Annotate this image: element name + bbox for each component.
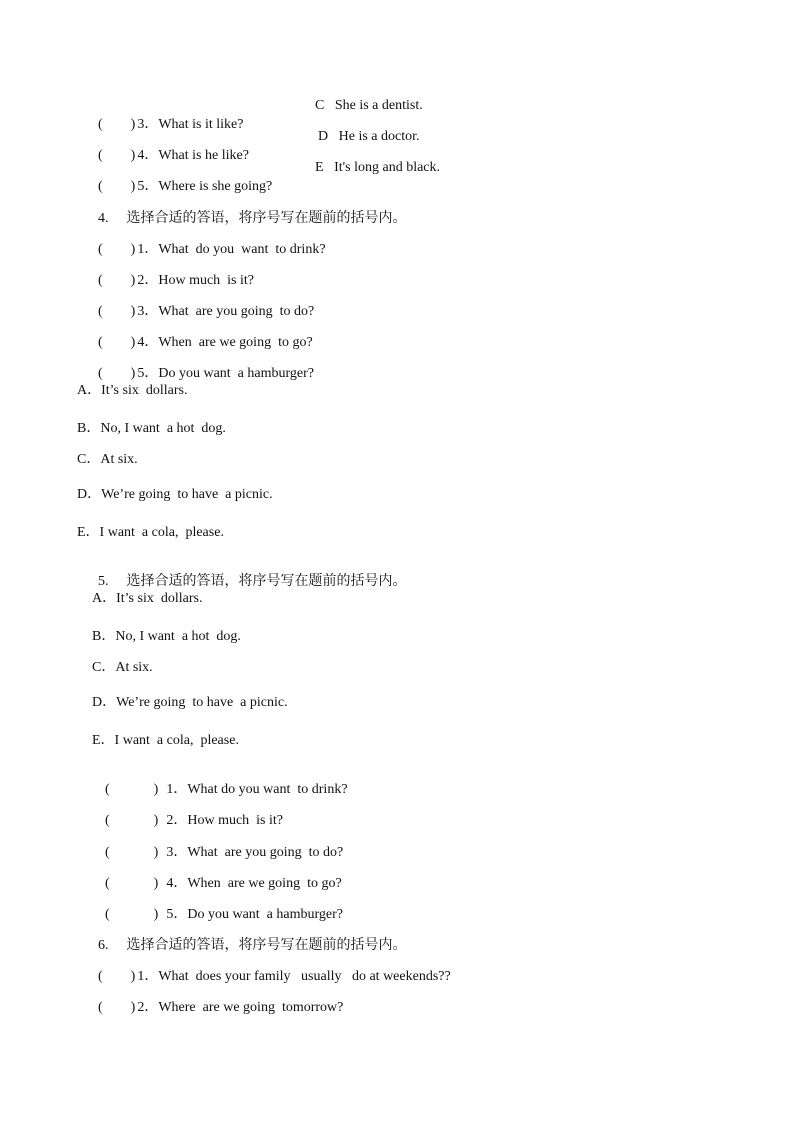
answer-blank-open: ( — [105, 876, 110, 891]
question-number: 3． — [166, 845, 188, 860]
section-number: 5. — [98, 574, 109, 589]
answer-blank-close: ) — [130, 366, 136, 381]
answer-blank-close: ) — [130, 304, 136, 319]
question-text: What do you want to drink? — [158, 242, 326, 257]
answer-blank-close: ) — [130, 335, 136, 350]
answer-blank-open: ( — [98, 969, 103, 984]
question-number: 5． — [137, 366, 159, 381]
answer-blank-close: ) — [130, 148, 136, 163]
option-letter: D — [318, 129, 329, 144]
answer-blank-open: ( — [98, 366, 103, 381]
answer-option: E．I want a cola, please. — [92, 733, 239, 748]
question-text: What does your family usually do at weekends?? — [158, 969, 451, 984]
question-text: Do you want a hamburger? — [187, 907, 343, 922]
section-number: 6. — [98, 938, 109, 953]
answer-blank-close: ) — [130, 117, 136, 132]
answer-option: C．At six. — [77, 452, 138, 467]
answer-option: B．No, I want a hot dog. — [77, 421, 226, 436]
answer-option: D．We’re going to have a picnic. — [92, 695, 288, 710]
option-text: He is a doctor. — [338, 129, 420, 144]
answer-blank-open: ( — [105, 813, 110, 828]
section-instruction: 选择合适的答语，将序号写在题前的括号内。 — [126, 938, 407, 953]
question-row — [77, 981, 343, 1035]
question-text: What is he like? — [158, 148, 249, 163]
answer-option: C．At six. — [92, 660, 153, 675]
question-text: How much is it? — [187, 813, 283, 828]
answer-option: B．No, I want a hot dog. — [92, 629, 241, 644]
answer-blank-close: ) — [130, 1000, 136, 1015]
answer-option: E．I want a cola, please. — [77, 525, 224, 540]
question-number: 4． — [137, 148, 159, 163]
option-row — [315, 160, 440, 176]
answer-blank-close: ) — [153, 907, 159, 922]
answer-blank-close: ) — [130, 969, 136, 984]
question-number: 1． — [166, 782, 188, 797]
answer-blank-open: ( — [98, 335, 103, 350]
section-number: 4. — [98, 211, 109, 226]
question-text: Where is she going? — [158, 179, 273, 194]
option-row — [315, 98, 423, 114]
question-text: How much is it? — [158, 273, 254, 288]
answer-blank-open: ( — [98, 242, 103, 257]
answer-blank-close: ) — [130, 179, 136, 194]
answer-blank-open: ( — [98, 179, 103, 194]
question-text: What do you want to drink? — [187, 782, 348, 797]
answer-blank-close: ) — [153, 845, 159, 860]
question-number: 5． — [137, 179, 159, 194]
answer-blank-close: ) — [130, 242, 136, 257]
answer-blank-close: ) — [153, 782, 159, 797]
answer-option: D．We’re going to have a picnic. — [77, 487, 273, 502]
question-number: 2． — [166, 813, 188, 828]
option-letter: E — [315, 160, 324, 175]
answer-blank-open: ( — [105, 782, 110, 797]
question-number: 4． — [137, 335, 159, 350]
question-number: 1． — [137, 969, 159, 984]
question-number: 4． — [166, 876, 188, 891]
question-text: When are we going to go? — [158, 335, 313, 350]
option-letter: C — [315, 98, 325, 113]
question-number: 1． — [137, 242, 159, 257]
answer-blank-open: ( — [105, 845, 110, 860]
answer-blank-open: ( — [98, 273, 103, 288]
section-instruction: 选择合适的答语，将序号写在题前的括号内。 — [126, 574, 407, 589]
answer-option: A．It’s six dollars. — [92, 591, 203, 606]
question-number: 3． — [137, 304, 159, 319]
answer-blank-open: ( — [98, 148, 103, 163]
answer-blank-close: ) — [130, 273, 136, 288]
answer-blank-open: ( — [105, 907, 110, 922]
question-number: 5． — [166, 907, 188, 922]
question-text: What are you going to do? — [187, 845, 344, 860]
option-row — [318, 129, 420, 145]
option-text: It's long and black. — [334, 160, 441, 175]
question-text: Where are we going tomorrow? — [158, 1000, 344, 1015]
question-text: When are we going to go? — [187, 876, 342, 891]
answer-blank-close: ) — [153, 876, 159, 891]
question-text: Do you want a hamburger? — [158, 366, 314, 381]
section-instruction: 选择合适的答语，将序号写在题前的括号内。 — [126, 211, 407, 226]
question-text: What are you going to do? — [158, 304, 315, 319]
question-number: 3． — [137, 117, 159, 132]
question-text: What is it like? — [158, 117, 244, 132]
answer-blank-open: ( — [98, 304, 103, 319]
option-text: She is a dentist. — [334, 98, 423, 113]
question-number: 2． — [137, 273, 159, 288]
answer-option: A．It’s six dollars. — [77, 383, 188, 398]
question-number: 2． — [137, 1000, 159, 1015]
answer-blank-close: ) — [153, 813, 159, 828]
answer-blank-open: ( — [98, 1000, 103, 1015]
answer-blank-open: ( — [98, 117, 103, 132]
